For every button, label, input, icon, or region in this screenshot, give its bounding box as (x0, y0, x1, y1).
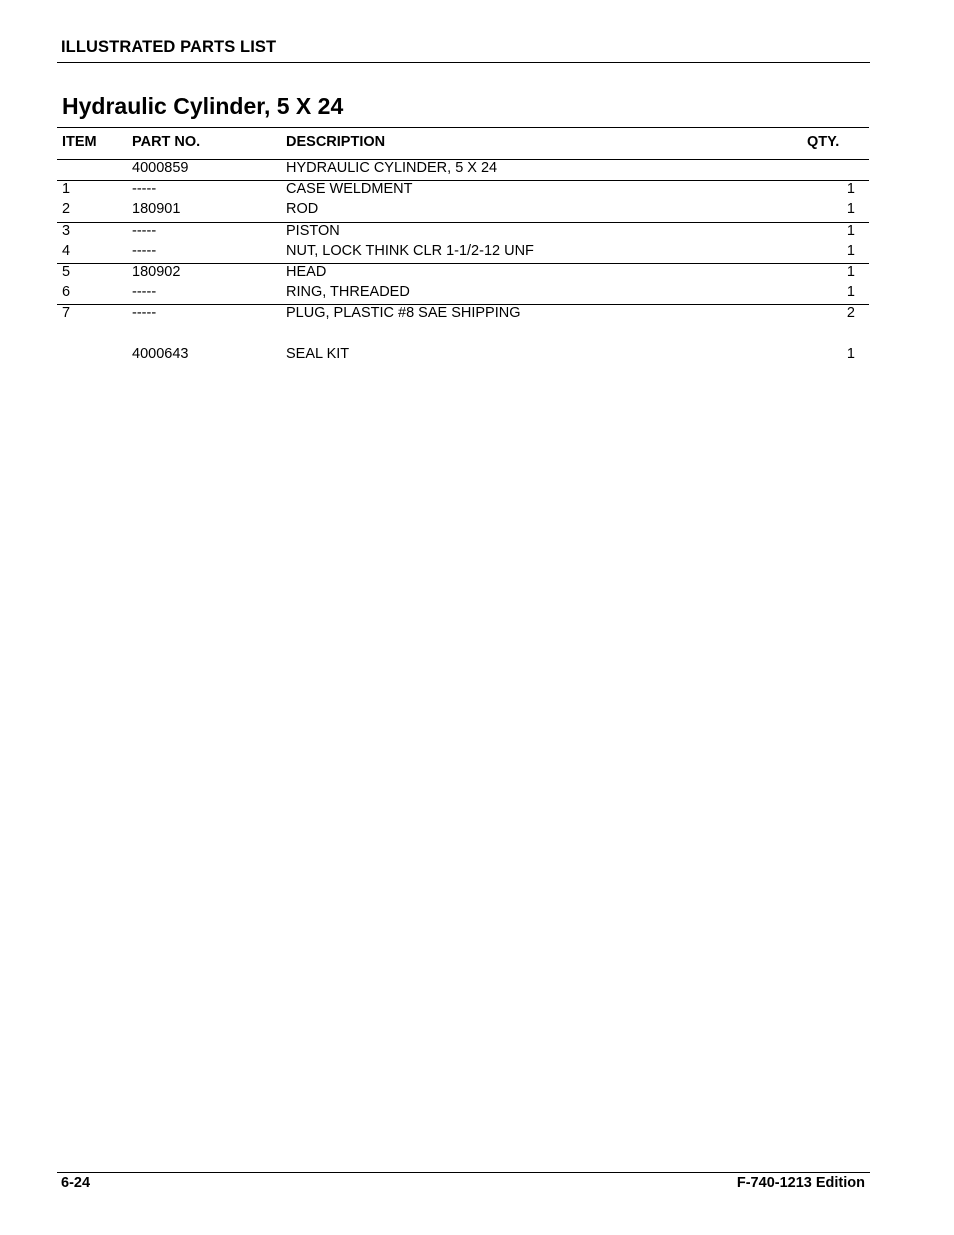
page-header (57, 37, 870, 63)
table-row (57, 201, 869, 222)
item-cell: 7 (62, 305, 71, 322)
item-cell: 5 (62, 263, 71, 280)
description-cell: ROD (286, 201, 319, 218)
qty-cell: 1 (846, 284, 855, 301)
part-no-cell: 4000643 (132, 345, 189, 362)
section-title: Hydraulic Cylinder, 5 X 24 (62, 93, 344, 119)
column-header-part-no: PART NO. (132, 134, 201, 150)
description-cell: RING, THREADED (286, 284, 410, 301)
description-cell: PISTON (286, 222, 340, 239)
qty-cell: 1 (846, 181, 855, 198)
part-no-cell: 4000859 (132, 160, 189, 176)
part-no-cell: 180902 (132, 263, 181, 280)
table-row (57, 243, 869, 264)
edition-label: F-740-1213 Edition (736, 1175, 865, 1191)
qty-cell: 1 (846, 222, 855, 239)
part-no-cell: ----- (132, 305, 157, 322)
part-no-cell: ----- (132, 242, 157, 259)
item-cell: 2 (62, 201, 71, 218)
page-footer (57, 1172, 870, 1195)
description-cell: PLUG, PLASTIC #8 SAE SHIPPING (286, 305, 521, 322)
table-row (57, 305, 869, 325)
table-row (57, 160, 869, 181)
qty-cell: 1 (846, 263, 855, 280)
part-no-cell: ----- (132, 284, 157, 301)
column-header-item: ITEM (62, 134, 97, 150)
table-row (57, 223, 869, 243)
part-no-cell: 180901 (132, 201, 181, 218)
item-cell: 1 (62, 181, 71, 198)
description-cell: HEAD (286, 263, 327, 280)
table-row (57, 326, 869, 366)
description-cell: CASE WELDMENT (286, 181, 413, 198)
item-cell: 3 (62, 222, 71, 239)
description-cell: NUT, LOCK THINK CLR 1-1/2-12 UNF (286, 242, 534, 259)
column-header-qty: QTY. (807, 134, 840, 150)
page-number: 6-24 (61, 1175, 91, 1191)
qty-cell: 1 (846, 345, 855, 362)
qty-cell: 1 (846, 242, 855, 259)
part-no-cell: ----- (132, 181, 157, 198)
qty-cell: 2 (846, 305, 855, 322)
table-row (57, 181, 869, 201)
description-cell: SEAL KIT (286, 345, 350, 362)
table-header-row (57, 127, 869, 160)
item-cell: 4 (62, 242, 71, 259)
table-row (57, 284, 869, 305)
parts-table (57, 127, 869, 366)
qty-cell: 1 (846, 201, 855, 218)
table-row (57, 264, 869, 284)
description-cell: HYDRAULIC CYLINDER, 5 X 24 (286, 160, 498, 176)
part-no-cell: ----- (132, 222, 157, 239)
item-cell: 6 (62, 284, 71, 301)
column-header-description: DESCRIPTION (286, 134, 386, 150)
page-header-title: ILLUSTRATED PARTS LIST (61, 38, 277, 56)
